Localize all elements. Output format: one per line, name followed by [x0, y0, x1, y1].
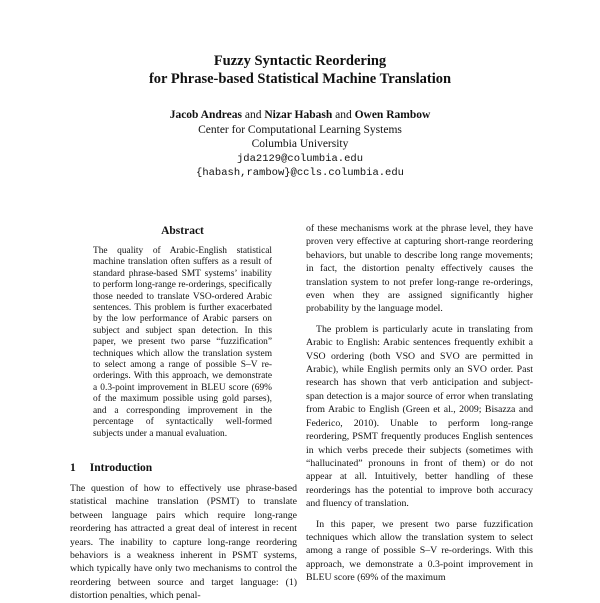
abstract-heading: Abstract [161, 225, 204, 237]
author-1: Jacob Andreas [169, 109, 243, 121]
intro-paragraph-continued: of these mechanisms work at the phrase level, they have proven very effective at capturing short-range reordering behaviors, but unable to describe long range movements; in fact, the distortion penalty effectively causes the translation system to not prefer long-range re-orderings, even when they are assigned significantly higher probability by the language model. [306, 223, 533, 315]
author-conjunction: and [244, 109, 262, 121]
paper-title [0, 52, 600, 88]
abstract-paragraph: The quality of Arabic-English statistical machine translation often suffers as a result of standard phrase-based SMT systems’ inability to perform long-range re-orderings, specifically those needed to translate VSO-ordered Arabic sentences. This problem is further exacerbated by the low performance of Arabic parsers on subject and subject span detection. In this paper, we present two parse “fuzzification” techniques which allow the translation system to select among a range of possible S–V re-orderings. With this approach, we demonstrate a 0.3-point improvement in BLEU score (69% of the maximum possible using gold parses), and a corresponding improvement in the percentage of syntactically well-formed subjects under a manual evaluation. [93, 246, 272, 439]
email-2: {habash,rambow}@ccls.columbia.edu [196, 167, 404, 179]
author-conjunction: and [335, 109, 352, 121]
university: Columbia University [251, 138, 349, 150]
intro-paragraph-2: The problem is particularly acute in translating from Arabic to English: Arabic sentences frequently exhibit a VSO ordering (both VSO and SVO are permitted in Arabic), while English permits only an SVO order. Past research has shown that verb anticipation and subject-span detection is a major source of error when translating from Arabic to English (Green et al., 2009; Bisazza and Federico, 2010). Unable to perform long-range reordering, PSMT frequently produces English sentences in which verbs precede their subjects (sometimes with “hallucinated” pronouns in front of them) or do not appear at all. Intuitively, better handling of these reorderings has the potential to improve both accuracy and fluency of translation. [306, 323, 533, 510]
section-number: 1 [70, 462, 76, 474]
intro-paragraph-1: The question of how to effectively use phrase-based statistical machine translation (PSMT) to translate between language pairs which require long-range reordering has attracted a great deal of interest in recent years. The inability to capture long-range reordering behaviors is a weakness inherent in PSMT systems, which typically have only two mechanisms to control the reordering between source and target language: (1) distortion penalties, which penal- [70, 483, 297, 602]
title-line-2: for Phrase-based Statistical Machine Translation [148, 71, 452, 87]
section-heading-introduction [70, 462, 152, 474]
section-title: Introduction [89, 462, 153, 474]
intro-paragraph-3: In this paper, we present two parse fuzzification techniques which allow the translation system to select among a range of possible S–V re-orderings. With this approach, we demonstrate a 0.3-point improvement in BLEU score (69% of the maximum [306, 518, 533, 584]
author-names [0, 108, 600, 123]
author-block [0, 108, 600, 181]
email-1: jda2129@columbia.edu [236, 152, 364, 165]
right-column-body [306, 222, 533, 592]
left-column-body [70, 482, 297, 603]
title-line-1: Fuzzy Syntactic Reordering [213, 53, 387, 69]
author-3: Owen Rambow [354, 109, 431, 121]
author-2: Nizar Habash [264, 109, 333, 121]
affiliation: Center for Computational Learning Systems [198, 123, 402, 136]
abstract-text [93, 246, 272, 440]
